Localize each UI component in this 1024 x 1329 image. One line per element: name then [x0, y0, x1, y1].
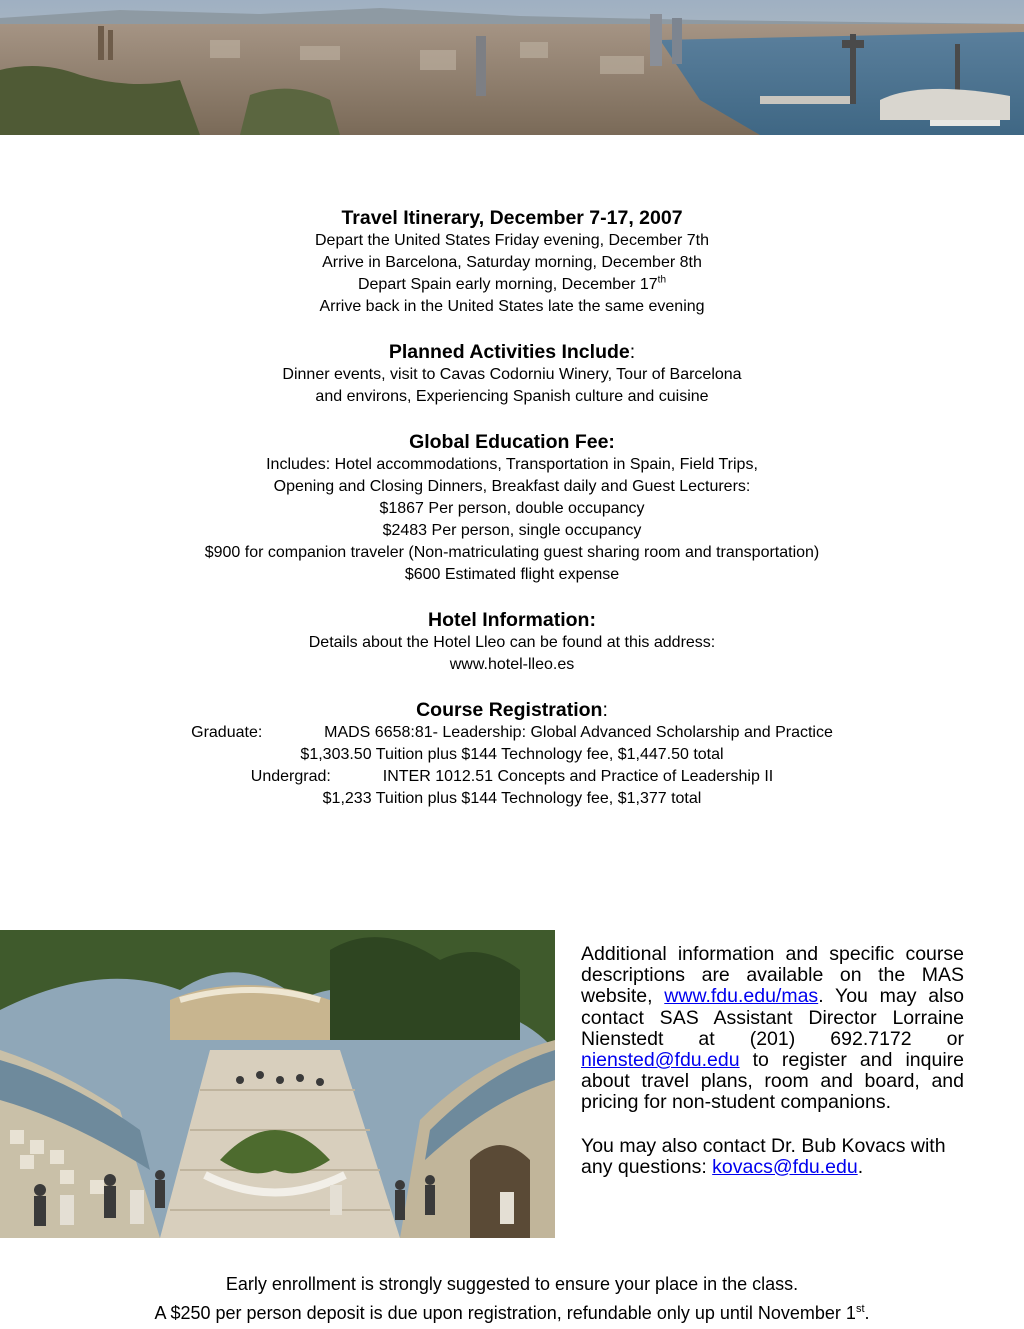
graduate-course: MADS 6658:81- Leadership: Global Advanced Scholarship and Practice [324, 724, 833, 741]
enrollment-note: Early enrollment is strongly suggested to ensure your place in the class. [225, 1274, 799, 1294]
undergrad-cost: $1,233 Tuition plus $144 Technology fee, $1,377 total [322, 790, 702, 807]
kovacs-email-link[interactable]: kovacs@fdu.edu [712, 1155, 858, 1178]
ordinal-suffix: st [855, 1303, 865, 1315]
registration-title-text: Course Registration [416, 699, 603, 721]
fee-line: Opening and Closing Dinners, Breakfast daily and Guest Lecturers: [273, 478, 751, 495]
itinerary-line [0, 274, 1024, 296]
hotel-title: Hotel Information: [428, 609, 596, 631]
info-text: You may also contact Dr. Bub Kovacs with any questions: [581, 1134, 946, 1178]
hotel-url: www.hotel-lleo.es [449, 656, 575, 673]
deposit-period: . [864, 1303, 870, 1323]
info-text: . [857, 1155, 864, 1178]
footer-notes [0, 1270, 1024, 1328]
niensted-email-link[interactable]: niensted@fdu.edu [581, 1049, 740, 1072]
barcelona-skyline-photo [0, 0, 1024, 135]
itinerary-line: Depart the United States Friday evening, December 7th [315, 232, 709, 249]
activities-line: and environs, Experiencing Spanish culture and cuisine [315, 388, 709, 405]
fee-line: $1867 Per person, double occupancy [379, 500, 645, 517]
registration-title-colon: : [602, 699, 608, 721]
fee-line: $900 for companion traveler (Non-matriculating guest sharing room and transportation) [204, 544, 820, 561]
info-paragraph [581, 944, 964, 1114]
info-text: to register and inquire about travel plans, room and board, and pricing for non-student companions. [581, 1049, 964, 1114]
info-text: . You may also contact SAS Assistant Director Lorraine Nienstedt at (201) 692.7172 or [581, 985, 964, 1050]
activities-title [0, 340, 1024, 364]
contact-info [581, 944, 964, 1200]
depart-spain-text: Depart Spain early morning, December 17 [357, 276, 658, 293]
deposit-note [0, 1299, 1024, 1328]
itinerary-line: Arrive back in the United States late the same evening [319, 298, 705, 315]
activities-section [0, 340, 1024, 408]
info-paragraph [581, 1136, 964, 1178]
fee-section [0, 430, 1024, 586]
registration-section [0, 698, 1024, 810]
mas-website-link[interactable]: www.fdu.edu/mas [664, 985, 819, 1008]
activities-line: Dinner events, visit to Cavas Codorniu Winery, Tour of Barcelona [282, 366, 742, 383]
hotel-line: Details about the Hotel Lleo can be found at this address: [308, 634, 716, 651]
activities-title-text: Planned Activities Include [388, 341, 630, 363]
fee-line: $2483 Per person, single occupancy [382, 522, 642, 539]
fee-line: Includes: Hotel accommodations, Transportation in Spain, Field Trips, [266, 456, 758, 473]
graduate-course-line [0, 722, 1024, 744]
info-text: Additional information and specific course descriptions are available on the MAS website, [581, 943, 964, 1008]
ordinal-suffix: th [657, 274, 667, 286]
fee-title: Global Education Fee: [409, 431, 615, 453]
travel-itinerary-section [0, 206, 1024, 318]
graduate-label: Graduate: [191, 724, 263, 741]
park-guell-photo [0, 930, 555, 1238]
registration-title [0, 698, 1024, 722]
undergrad-course: INTER 1012.51 Concepts and Practice of Leadership II [382, 768, 774, 785]
undergrad-label: Undergrad: [250, 768, 331, 785]
itinerary-content [0, 206, 1024, 832]
undergrad-course-line [0, 766, 1024, 788]
hotel-section [0, 608, 1024, 676]
fee-line: $600 Estimated flight expense [404, 566, 620, 583]
itinerary-title: Travel Itinerary, December 7-17, 2007 [341, 207, 683, 229]
graduate-cost: $1,303.50 Tuition plus $144 Technology fee, $1,447.50 total [300, 746, 724, 763]
activities-title-colon: : [629, 341, 636, 363]
itinerary-line: Arrive in Barcelona, Saturday morning, December 8th [322, 254, 702, 271]
deposit-text: A $250 per person deposit is due upon registration, refundable only up until November 1 [154, 1303, 856, 1323]
